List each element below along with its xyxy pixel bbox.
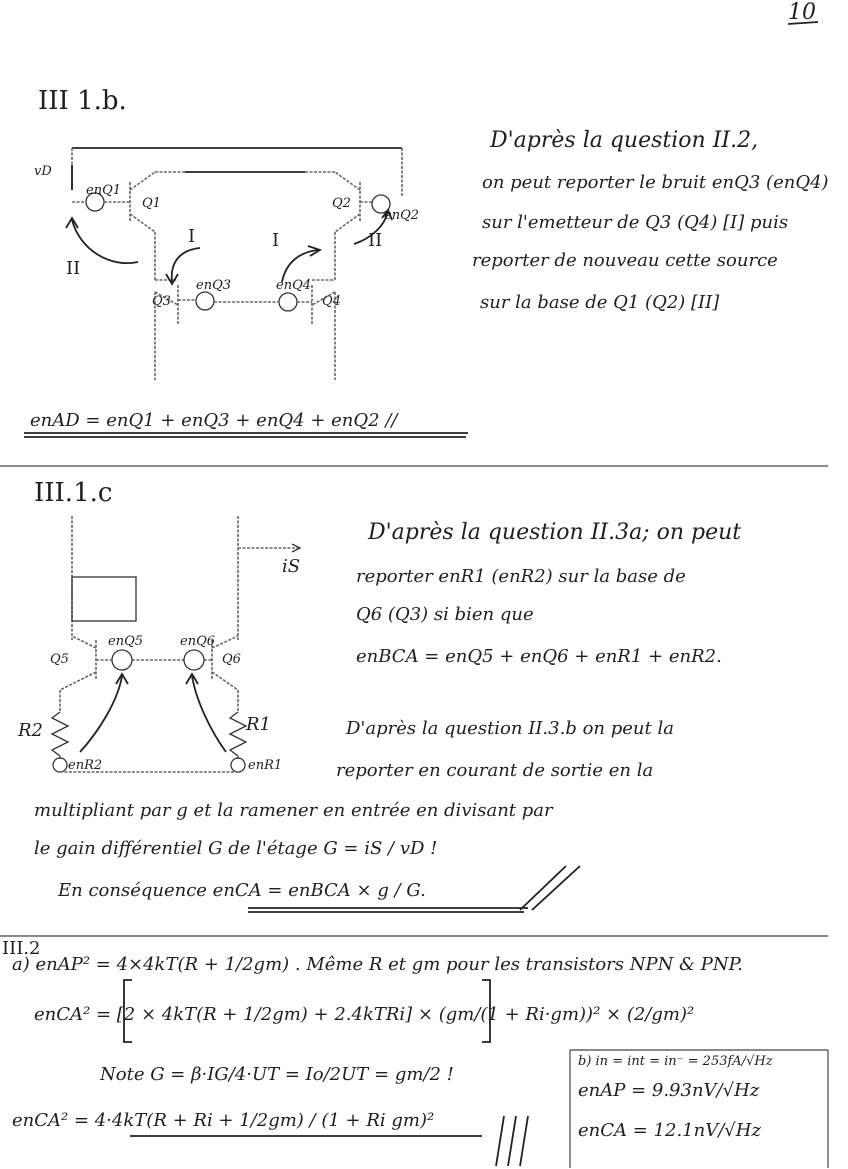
s1-text-line-3: sur l'emetteur de Q3 (Q4) [I] puis: [482, 212, 789, 233]
s2-wide-line-2: le gain différentiel G de l'étage G = iS / vD !: [34, 838, 438, 859]
page-number: 10: [788, 0, 816, 25]
result-enap: enAP = 9.93nV/√Hz: [578, 1080, 760, 1101]
equation-enca-squared: enCA² = [2 × 4kT(R + 1/2gm) + 2.4kTRi] × (gm/(1 + Ri·gm))² × (2/gm)²: [34, 1004, 695, 1025]
consequence-enca: En conséquence enCA = enBCA × g / G.: [58, 880, 426, 901]
s1-text-line-5: sur la base de Q1 (Q2) [II]: [480, 292, 720, 313]
label-q1: Q1: [142, 196, 161, 211]
s1-text-line-4: reporter de nouveau cette source: [472, 250, 778, 271]
label-enq3: enQ3: [196, 278, 231, 293]
label-q6: Q6: [222, 652, 241, 667]
section-title-iii-1c: III.1.c: [34, 478, 113, 508]
label-ii-left: II: [66, 258, 81, 279]
section-title-iii-2: III.2: [2, 938, 41, 959]
label-q2: Q2: [332, 196, 351, 211]
note-gain: Note G = β·IG/4·UT = Io/2UT = gm/2 !: [100, 1064, 454, 1085]
label-vd: vD: [34, 164, 52, 179]
s1-text-line-1: D'après la question II.2,: [490, 128, 759, 153]
s2-text-line-6: reporter en courant de sortie en la: [336, 760, 654, 781]
s2-text-line-1: D'après la question II.3a; on peut: [368, 520, 742, 545]
label-enq2: enQ2: [384, 208, 419, 223]
label-r1: R1: [246, 714, 272, 735]
label-enr2: enR2: [68, 758, 103, 773]
label-is: iS: [282, 556, 301, 577]
equation-enca-final: enCA² = 4·4kT(R + Ri + 1/2gm) / (1 + Ri gm)²: [12, 1110, 435, 1131]
label-i-left: I: [188, 226, 196, 247]
label-enq4: enQ4: [276, 278, 311, 293]
result-enad: enAD = enQ1 + enQ3 + enQ4 + enQ2 //: [30, 410, 398, 431]
s2-text-line-5: D'après la question II.3.b on peut la: [346, 718, 674, 739]
s2-wide-line-1: multipliant par g et la ramener en entrée en divisant par: [34, 800, 553, 821]
s2-text-line-4: enBCA = enQ5 + enQ6 + enR1 + enR2.: [356, 646, 722, 667]
label-i-right: I: [272, 230, 280, 251]
equation-enap: a) enAP² = 4×4kT(R + 1/2gm) . Même R et gm pour les transistors NPN & PNP.: [12, 954, 743, 975]
label-ii-right: II: [368, 230, 383, 251]
s2-text-line-2: reporter enR1 (enR2) sur la base de: [356, 566, 686, 587]
section-title-iii-1b: III 1.b.: [38, 86, 127, 116]
label-q5: Q5: [50, 652, 69, 667]
label-q4: Q4: [322, 294, 341, 309]
label-enq6: enQ6: [180, 634, 215, 649]
result-current-noise: b) in = int = in⁻ = 253fA/√Hz: [578, 1054, 773, 1069]
label-enq5: enQ5: [108, 634, 143, 649]
label-enr1: enR1: [248, 758, 283, 773]
label-q3: Q3: [152, 294, 171, 309]
label-r2: R2: [18, 720, 44, 741]
s1-text-line-2: on peut reporter le bruit enQ3 (enQ4): [482, 172, 829, 193]
s2-text-line-3: Q6 (Q3) si bien que: [356, 604, 534, 625]
result-enca: enCA = 12.1nV/√Hz: [578, 1120, 761, 1141]
label-enq1: enQ1: [86, 183, 121, 198]
